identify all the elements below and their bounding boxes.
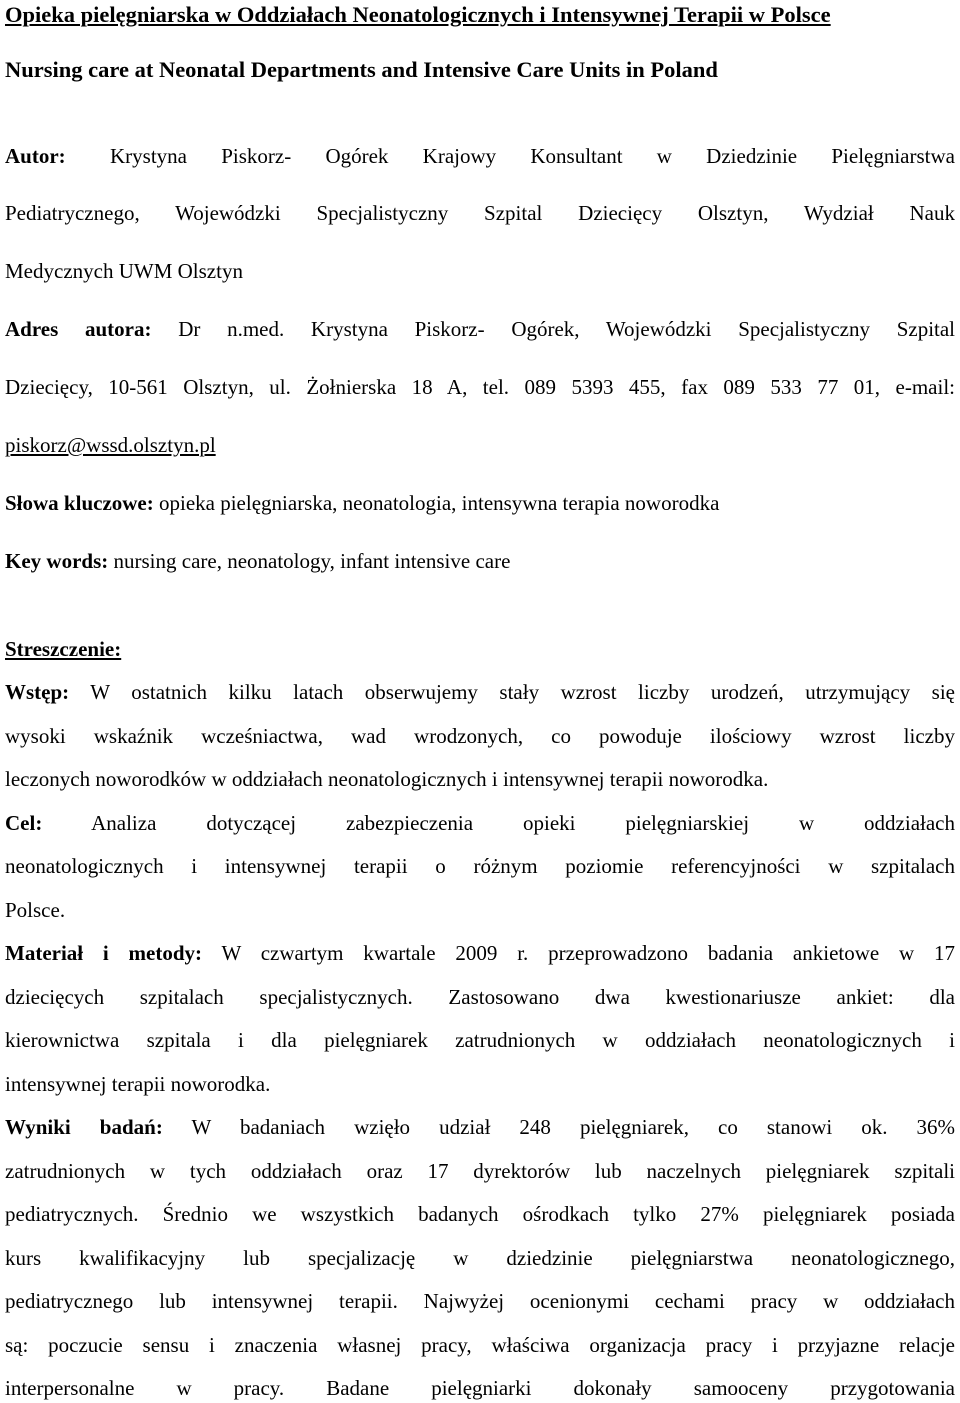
results-text-1: W badaniach wzięło udział 248 pielęgniarek, co stanowi ok. 36% bbox=[191, 1115, 955, 1139]
methods-label: Materiał i metody: bbox=[5, 941, 203, 965]
address-line-2: Dziecięcy, 10-561 Olsztyn, ul. Żołnierska 18 A, tel. 089 5393 455, fax 089 533 77 01, e-mail: bbox=[5, 375, 955, 399]
results-label: Wyniki badań: bbox=[5, 1115, 163, 1139]
methods-line-3: kierownictwa szpitala i dla pielęgniarek zatrudnionych w oddziałach neonatologicznych i bbox=[5, 1028, 955, 1052]
author-line-3: Medycznych UWM Olsztyn bbox=[5, 259, 243, 283]
keywords-polish-label: Słowa kluczowe: bbox=[5, 491, 154, 515]
address-line-1 bbox=[5, 316, 955, 342]
methods-line-4: intensywnej terapii noworodka. bbox=[5, 1072, 271, 1096]
results-line-7: interpersonalne w pracy. Badane pielęgniarki dokonały samooceny przygotowania bbox=[5, 1376, 955, 1400]
keywords-english-label: Key words: bbox=[5, 549, 109, 573]
address-label: Adres autora: bbox=[5, 317, 152, 341]
author-line-1: Krystyna Piskorz- Ogórek Krajowy Konsultant w Dziedzinie Pielęgniarstwa bbox=[110, 144, 955, 168]
aim-text-1: Analiza dotyczącej zabezpieczenia opieki pielęgniarskiej w oddziałach bbox=[91, 811, 955, 835]
aim-line-3: Polsce. bbox=[5, 898, 66, 922]
keywords-english bbox=[5, 548, 510, 574]
intro-text-1: W ostatnich kilku latach obserwujemy stały wzrost liczby urodzeń, utrzymujący się bbox=[90, 680, 955, 704]
author-label: Autor: bbox=[5, 144, 66, 168]
aim-line-1 bbox=[5, 810, 955, 836]
intro-label: Wstęp: bbox=[5, 680, 70, 704]
author-email-link[interactable]: piskorz@wssd.olsztyn.pl bbox=[5, 433, 216, 457]
abstract-heading: Streszczenie: bbox=[5, 637, 122, 661]
methods-line-2: dziecięcych szpitalach specjalistycznych. Zastosowano dwa kwestionariusze ankiet: dla bbox=[5, 985, 955, 1009]
results-line-5: pediatrycznego lub intensywnej terapii. Najwyżej ocenionymi cechami pracy w oddziałach bbox=[5, 1289, 955, 1313]
methods-text-1: W czwartym kwartale 2009 r. przeprowadzono badania ankietowe w 17 bbox=[221, 941, 955, 965]
keywords-polish bbox=[5, 490, 719, 516]
aim-line-2: neonatologicznych i intensywnej terapii o różnym poziomie referencyjności w szpitalach bbox=[5, 854, 955, 878]
intro-line-2: wysoki wskaźnik wcześniactwa, wad wrodzonych, co powoduje ilościowy wzrost liczby bbox=[5, 724, 955, 748]
results-line-2: zatrudnionych w tych oddziałach oraz 17 dyrektorów lub naczelnych pielęgniarek szpitali bbox=[5, 1159, 955, 1183]
keywords-english-text: nursing care, neonatology, infant intensive care bbox=[113, 549, 511, 573]
title-polish: Opieka pielęgniarska w Oddziałach Neonatologicznych i Intensywnej Terapii w Polsce bbox=[5, 2, 831, 27]
results-line-6: są: poczucie sensu i znaczenia własnej pracy, właściwa organizacja pracy i przyjazne relacje bbox=[5, 1333, 955, 1357]
author-line-2: Pediatrycznego, Wojewódzki Specjalistyczny Szpital Dziecięcy Olsztyn, Wydział Nauk bbox=[5, 201, 955, 225]
title-english: Nursing care at Neonatal Departments and Intensive Care Units in Poland bbox=[5, 57, 718, 82]
results-line-3: pediatrycznych. Średnio we wszystkich badanych ośrodkach tylko 27% pielęgniarek posiada bbox=[5, 1202, 955, 1226]
intro-line-3: leczonych noworodków w oddziałach neonatologicznych i intensywnej terapii noworodka. bbox=[5, 767, 769, 791]
keywords-polish-text: opieka pielęgniarska, neonatologia, intensywna terapia noworodka bbox=[159, 491, 720, 515]
address-text-1: Dr n.med. Krystyna Piskorz- Ogórek, Wojewódzki Specjalistyczny Szpital bbox=[178, 317, 956, 341]
methods-line-1 bbox=[5, 940, 955, 966]
results-line-4: kurs kwalifikacyjny lub specjalizację w dziedzinie pielęgniarstwa neonatologicznego, bbox=[5, 1246, 955, 1270]
aim-label: Cel: bbox=[5, 811, 43, 835]
intro-line-1 bbox=[5, 679, 955, 705]
results-line-1 bbox=[5, 1114, 955, 1140]
